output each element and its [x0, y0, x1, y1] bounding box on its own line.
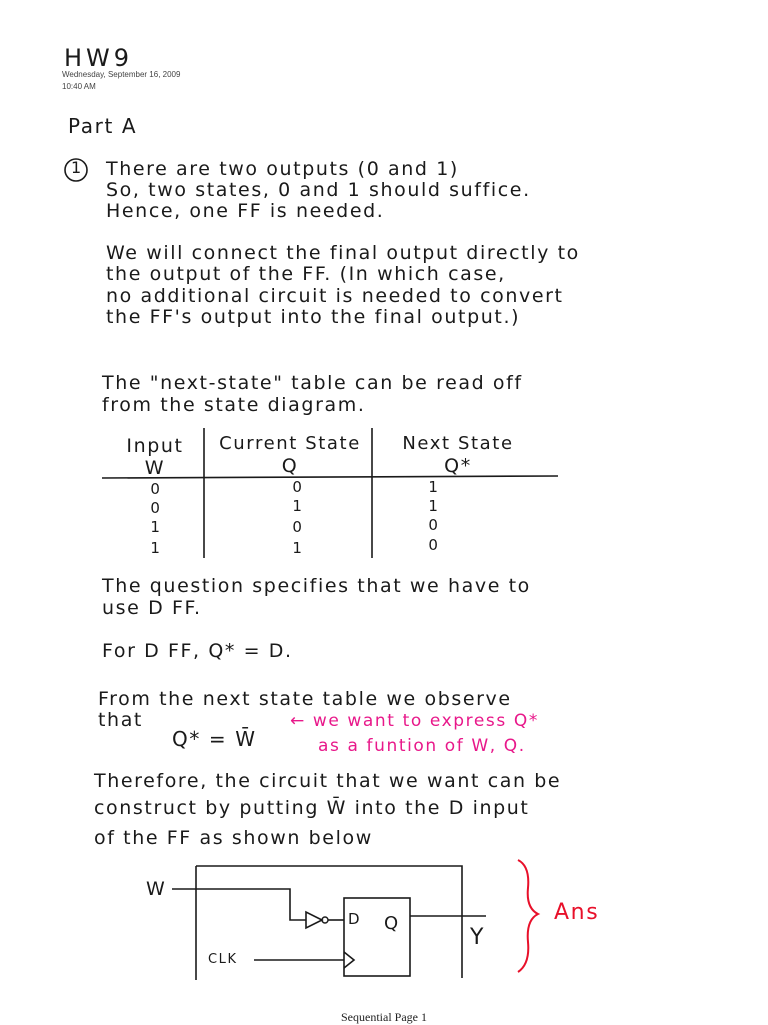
table-cell: 0: [292, 478, 304, 496]
para2-line2: the output of the FF. (In which case,: [106, 263, 506, 285]
q-label: Q: [384, 913, 399, 934]
header-next-state: Next State: [402, 433, 514, 454]
para5-line1: From the next state table we observe: [98, 688, 512, 710]
para4-line1: The question specifies that we have to: [102, 575, 531, 597]
note-line1: ← we want to express Q*: [290, 711, 539, 731]
table-cell: 1: [428, 478, 440, 496]
time-stamp: 10:40 AM: [62, 82, 96, 91]
item-number: 1: [71, 158, 82, 177]
table-cell: 1: [292, 539, 304, 557]
header-input-sub: W: [144, 457, 166, 479]
dff-rule: For D FF, Q* = D.: [102, 640, 293, 662]
table-cell: 0: [428, 516, 440, 534]
para2-line3: no additional circuit is needed to convert: [106, 285, 564, 307]
table-cell: 1: [428, 497, 440, 515]
para4-line2: use D FF.: [102, 597, 202, 619]
page-footer: Sequential Page 1: [341, 1010, 427, 1024]
para1-line2: So, two states, 0 and 1 should suffice.: [106, 179, 531, 201]
answer-label: Ans: [554, 900, 600, 925]
table-cell: 0: [150, 499, 162, 517]
table-cell: 1: [150, 518, 162, 536]
output-label-y: Y: [470, 925, 484, 950]
para3-line2: from the state diagram.: [102, 394, 366, 416]
table-cell: 0: [428, 536, 440, 554]
clock-label: CLK: [208, 952, 238, 967]
para1-line1: There are two outputs (0 and 1): [106, 158, 459, 180]
equation: Q* = W̄: [172, 727, 257, 751]
para5-line2: that: [98, 709, 143, 731]
para2-line1: We will connect the final output directly to: [106, 242, 580, 264]
table-cell: 0: [150, 480, 162, 498]
header-current-state: Current State: [219, 433, 361, 454]
para3-line1: The "next-state" table can be read off: [102, 372, 523, 394]
page-title: HW9: [64, 44, 134, 72]
input-label-w: W: [146, 878, 167, 900]
para2-line4: the FF's output into the final output.): [106, 306, 521, 328]
header-next-state-sub: Q*: [444, 455, 472, 477]
table-cell: 1: [150, 539, 162, 557]
para6-line3: of the FF as shown below: [94, 827, 373, 849]
header-input: Input: [126, 435, 184, 457]
table-cell: 1: [292, 497, 304, 515]
para1-line3: Hence, one FF is needed.: [106, 200, 385, 222]
table-cell: 0: [292, 518, 304, 536]
d-label: D: [348, 910, 360, 928]
note-line2: as a funtion of W, Q.: [318, 736, 526, 756]
header-current-state-sub: Q: [281, 455, 299, 477]
part-heading: Part A: [68, 114, 138, 138]
para6-line1: Therefore, the circuit that we want can be: [94, 770, 562, 792]
para6-line2: construct by putting W̄ into the D input: [94, 797, 530, 819]
date-stamp: Wednesday, September 16, 2009: [62, 70, 181, 79]
